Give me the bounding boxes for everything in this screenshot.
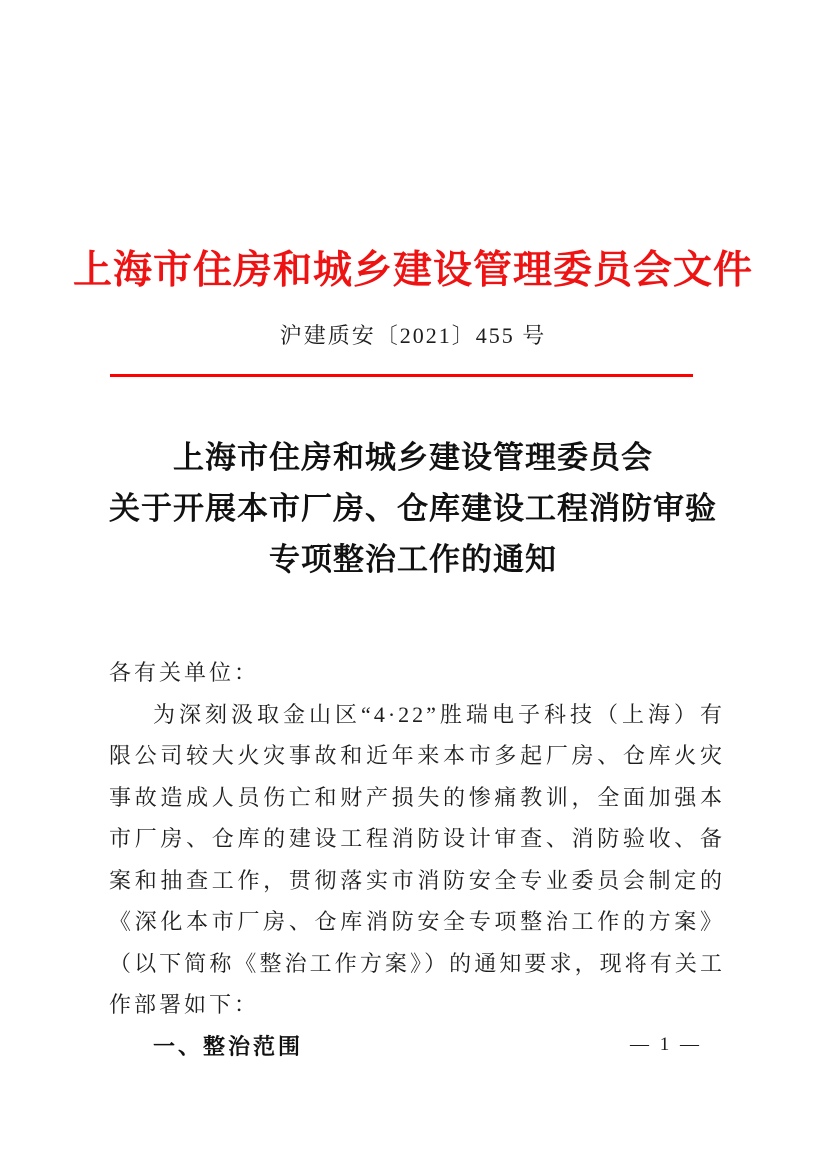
notice-title-line-1: 上海市住房和城乡建设管理委员会: [173, 440, 653, 475]
section-heading: 一、整治范围: [153, 1033, 304, 1059]
notice-title-line-3: 专项整治工作的通知: [269, 542, 557, 577]
document-body: [109, 652, 725, 1067]
page-number: — 1 —: [630, 1034, 702, 1055]
notice-title: [0, 432, 826, 585]
agency-letterhead-title: 上海市住房和城乡建设管理委员会文件: [72, 249, 753, 292]
notice-title-line-2: 关于开展本市厂房、仓库建设工程消防审验: [109, 491, 717, 526]
salutation: 各有关单位：: [109, 660, 260, 685]
body-paragraph: 为深刻汲取金山区“4·22”胜瑞电子科技（上海）有限公司较大火灾事故和近年来本市多起厂房、仓库火灾事故造成人员伤亡和财产损失的惨痛教训，全面加强本市厂房、仓库的建设工程消防设计审查、消防验收、备案和抽查工作，贯彻落实市消防安全专业委员会制定的《深化本市厂房、仓库消防安全专项整治工作的方案》（以下简称《整治工作方案》）的通知要求，现将有关工作部署如下：: [109, 701, 725, 1017]
red-separator-line: [110, 374, 693, 377]
document-number: 沪建质安〔2021〕455 号: [279, 323, 547, 348]
